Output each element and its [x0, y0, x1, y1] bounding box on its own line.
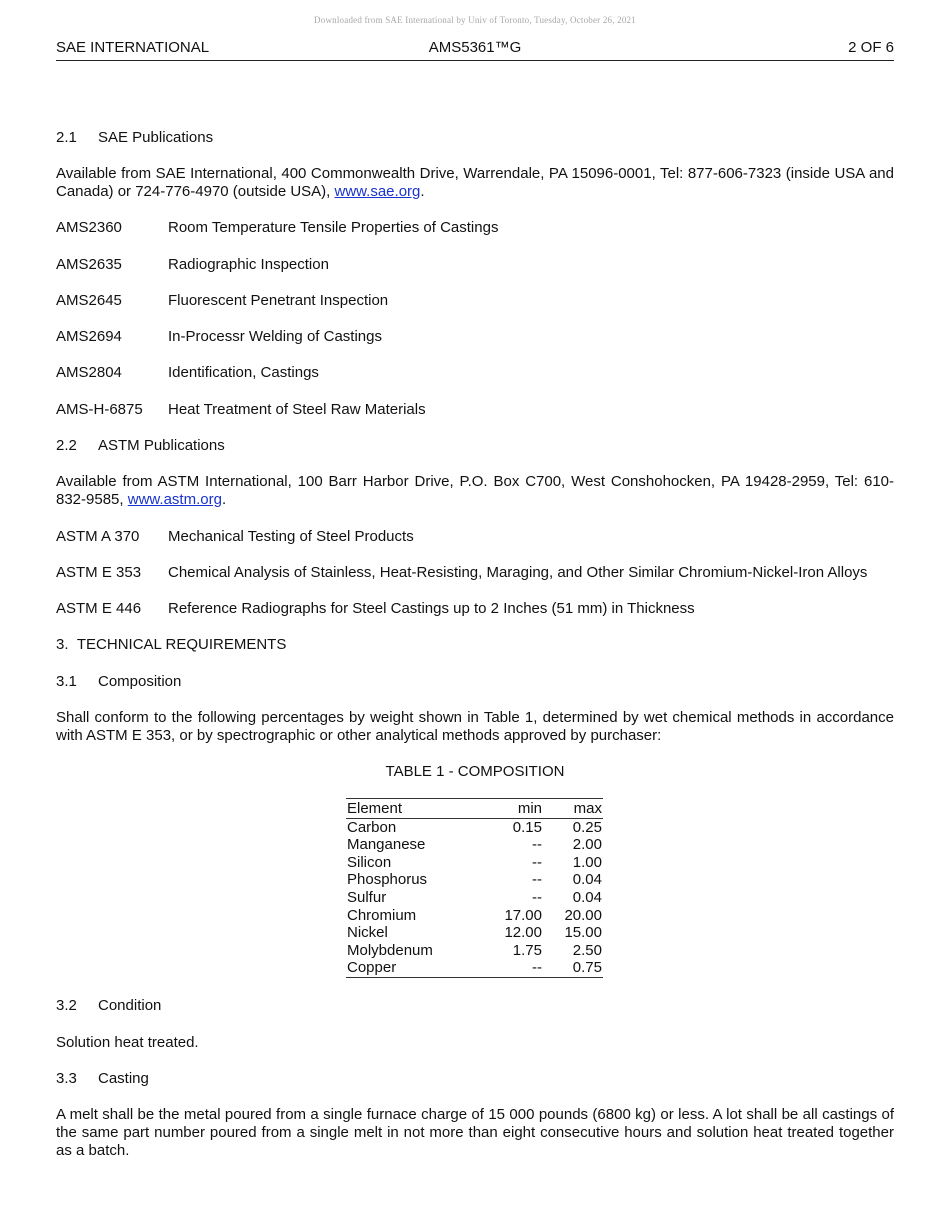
- cell-max: 2.50: [572, 941, 602, 959]
- reference-item: [56, 219, 498, 237]
- reference-code: AMS-H-6875: [56, 401, 143, 418]
- cell-max: 0.04: [572, 871, 602, 889]
- section-3-2-heading: [56, 997, 161, 1015]
- cell-max: 1.00: [572, 853, 602, 871]
- section-3-3-paragraph: A melt shall be the metal poured from a single furnace charge of 15 000 pounds (6800 kg) or less. A lot shall be all castings of the same part number poured from a single melt in not more than eight consecutive hours and solution heat treated together as a batch.: [56, 1106, 894, 1159]
- reference-title: Room Temperature Tensile Properties of Castings: [168, 219, 499, 236]
- cell-min: --: [532, 836, 542, 854]
- reference-item: [56, 528, 414, 546]
- cell-element: Copper: [347, 959, 397, 977]
- reference-code: ASTM A 370: [56, 528, 140, 545]
- cell-min: 0.15: [512, 818, 542, 836]
- cell-min: 17.00: [504, 906, 542, 924]
- table-row: [346, 889, 603, 907]
- cell-max: 2.00: [572, 836, 602, 854]
- section-number: 3.3: [56, 1070, 77, 1087]
- section-3-1-paragraph: Shall conform to the following percentages by weight shown in Table 1, determined by wet chemical methods in accordance with ASTM E 353, or by spectrographic or other analytical methods approved by purchaser:: [56, 709, 894, 744]
- table-row: [346, 959, 603, 977]
- table-1-title: TABLE 1 - COMPOSITION: [385, 763, 565, 780]
- reference-item: [56, 600, 695, 618]
- astm-website-link[interactable]: www.astm.org: [127, 491, 222, 508]
- section-2-2-heading: [56, 437, 225, 455]
- section-title: Condition: [98, 997, 162, 1014]
- column-header-max: max: [542, 799, 603, 819]
- section-2-1-paragraph: [56, 165, 894, 201]
- publisher-name: SAE INTERNATIONAL: [56, 39, 210, 56]
- reference-item: [56, 364, 319, 382]
- section-title: TECHNICAL REQUIREMENTS: [76, 636, 287, 653]
- reference-item: [56, 401, 426, 419]
- reference-item: [56, 564, 867, 582]
- table-row: [346, 818, 603, 836]
- reference-title: Identification, Castings: [168, 364, 319, 381]
- cell-max: 15.00: [564, 924, 602, 942]
- reference-item: [56, 328, 382, 346]
- section-number: 2.1: [56, 129, 77, 146]
- reference-item: [56, 256, 329, 274]
- cell-element: Sulfur: [347, 888, 387, 906]
- table-header-row: [346, 799, 603, 819]
- table-row: [346, 942, 603, 960]
- page-header: [56, 38, 894, 61]
- reference-code: AMS2694: [56, 328, 122, 345]
- cell-min: --: [532, 888, 542, 906]
- reference-code: ASTM E 446: [56, 600, 142, 617]
- paragraph-punctuation: .: [221, 491, 227, 508]
- table-row: [346, 836, 603, 854]
- paragraph-text: Available from SAE International, 400 Commonwealth Drive, Warrendale, PA 15096-0001, Tel: 877-606-7323 (inside USA and Canada) or 724-776-4970 (outside USA),: [56, 165, 894, 200]
- cell-element: Chromium: [347, 906, 417, 924]
- reference-title: Mechanical Testing of Steel Products: [168, 528, 414, 545]
- section-3-1-heading: [56, 673, 181, 691]
- section-title: Casting: [98, 1070, 149, 1087]
- section-title: ASTM Publications: [98, 437, 225, 454]
- section-number: 3.: [56, 636, 69, 653]
- reference-title: In-Processr Welding of Castings: [168, 328, 382, 345]
- section-number: 3.1: [56, 673, 77, 690]
- reference-title: Fluorescent Penetrant Inspection: [168, 292, 389, 309]
- cell-element: Silicon: [347, 853, 392, 871]
- section-title: Composition: [98, 673, 182, 690]
- cell-element: Nickel: [347, 924, 388, 942]
- cell-min: 1.75: [512, 941, 542, 959]
- cell-min: 12.00: [504, 924, 542, 942]
- cell-element: Manganese: [347, 836, 426, 854]
- section-number: 2.2: [56, 437, 77, 454]
- cell-element: Carbon: [347, 818, 397, 836]
- column-header-element: Element: [346, 799, 496, 819]
- page-number: 2 OF 6: [848, 39, 894, 56]
- table-row: [346, 854, 603, 872]
- table-row: [346, 907, 603, 925]
- cell-min: --: [532, 959, 542, 977]
- table-row: [346, 924, 603, 942]
- cell-max: 20.00: [564, 906, 602, 924]
- cell-element: Molybdenum: [347, 941, 433, 959]
- reference-code: ASTM E 353: [56, 564, 142, 581]
- cell-max: 0.04: [572, 888, 602, 906]
- section-3-heading: [56, 636, 286, 654]
- reference-title: Chemical Analysis of Stainless, Heat-Resisting, Maraging, and Other Similar Chromium-Nickel-Iron Alloys: [168, 564, 868, 581]
- table-row: [346, 871, 603, 889]
- cell-min: --: [532, 871, 542, 889]
- section-2-2-paragraph: [56, 473, 894, 509]
- document-number: AMS5361™G: [428, 39, 522, 56]
- section-3-3-heading: [56, 1070, 149, 1088]
- reference-title: Reference Radiographs for Steel Castings up to 2 Inches (51 mm) in Thickness: [168, 600, 695, 617]
- column-header-min: min: [496, 799, 542, 819]
- sae-website-link[interactable]: www.sae.org: [334, 183, 421, 200]
- composition-table: [346, 798, 603, 978]
- section-number: 3.2: [56, 997, 77, 1014]
- reference-code: AMS2360: [56, 219, 122, 236]
- reference-title: Radiographic Inspection: [168, 256, 329, 273]
- reference-item: [56, 292, 388, 310]
- cell-min: --: [532, 853, 542, 871]
- reference-title: Heat Treatment of Steel Raw Materials: [168, 401, 426, 418]
- section-2-1-heading: [56, 129, 213, 147]
- paragraph-punctuation: .: [420, 183, 425, 200]
- section-title: SAE Publications: [98, 129, 214, 146]
- download-watermark: Downloaded from SAE International by Univ of Toronto, Tuesday, October 26, 2021: [314, 15, 636, 25]
- section-3-2-paragraph: Solution heat treated.: [56, 1034, 199, 1051]
- cell-max: 0.75: [572, 959, 602, 977]
- cell-element: Phosphorus: [347, 871, 428, 889]
- reference-code: AMS2635: [56, 256, 122, 273]
- paragraph-text: Available from ASTM International, 100 Barr Harbor Drive, P.O. Box C700, West Conshohocken, PA 19428-2959, Tel: 610-832-9585,: [56, 473, 894, 508]
- reference-code: AMS2645: [56, 292, 122, 309]
- cell-max: 0.25: [572, 818, 602, 836]
- reference-code: AMS2804: [56, 364, 122, 381]
